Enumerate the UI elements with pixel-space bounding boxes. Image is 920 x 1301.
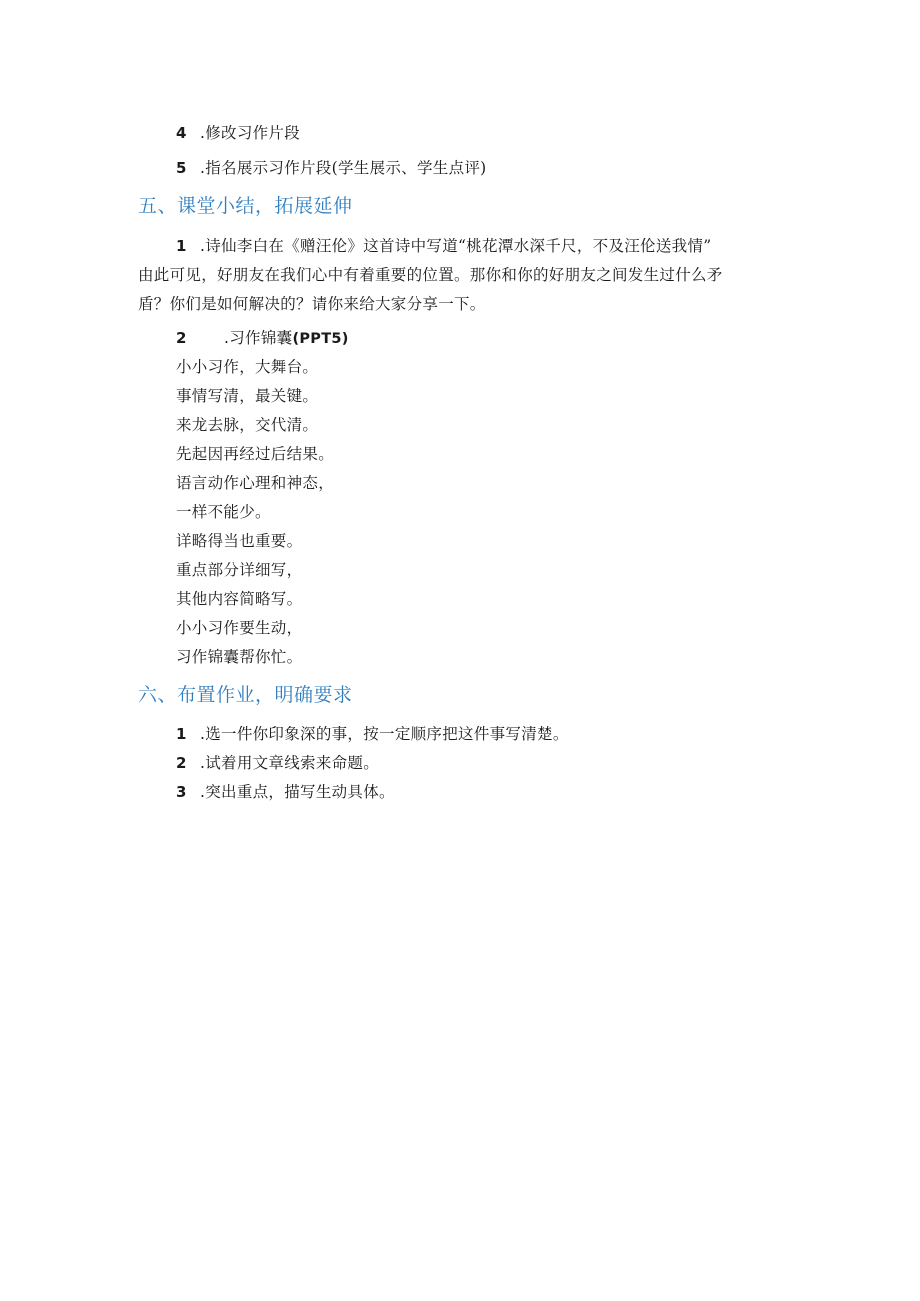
item-number: 5 [176,159,187,177]
item-text: .选一件你印象深的事，按一定顺序把这件事写清楚。 [200,725,569,743]
list-item [176,724,569,744]
poem-line: 一样不能少。 [176,503,271,521]
item-number: 1 [176,237,187,255]
list-item [176,753,379,773]
poem-line: 语言动作心理和神态， [176,474,335,492]
paragraph-line: 由此可见，好朋友在我们心中有着重要的位置。那你和你的好朋友之间发生过什么矛 [138,266,723,284]
item-number: 2 [176,329,187,347]
poem-line: 详略得当也重要。 [176,532,303,550]
poem-line: 先起因再经过后结果。 [176,445,335,463]
paragraph-line: 盾？你们是如何解决的？请你来给大家分享一下。 [138,295,486,313]
item-text: .修改习作片段 [200,124,301,142]
poem-line: 小小习作要生动， [176,619,303,637]
item-text: .突出重点，描写生动具体。 [200,783,395,801]
poem-line: 事情写清，最关键。 [176,387,319,405]
poem-line: 小小习作，大舞台。 [176,358,319,376]
item-number: 1 [176,725,187,743]
list-item [176,158,487,178]
item-text: .指名展示习作片段(学生展示、学生点评) [200,159,487,177]
poem-line: 其他内容简略写。 [176,590,303,608]
paragraph-line [176,236,711,256]
poem-line: 习作锦囊帮你忙。 [176,648,303,666]
section-heading: 六、布置作业，明确要求 [138,684,353,706]
list-item [176,123,300,143]
list-item [176,782,395,802]
item-number: 3 [176,783,187,801]
poem-line: 来龙去脉，交代清。 [176,416,319,434]
section-heading: 五、课堂小结，拓展延伸 [138,195,353,217]
poem-line: 重点部分详细写， [176,561,303,579]
paragraph-text: .诗仙李白在《赠汪伦》这首诗中写道“桃花潭水深千尺，不及汪伦送我情” [200,237,712,255]
item-text: .习作锦囊 [224,329,293,347]
item-number: 4 [176,124,187,142]
list-item [176,328,349,349]
item-number: 2 [176,754,187,772]
item-text: .试着用文章线索来命题。 [200,754,380,772]
item-suffix: (PPT5) [292,331,349,347]
